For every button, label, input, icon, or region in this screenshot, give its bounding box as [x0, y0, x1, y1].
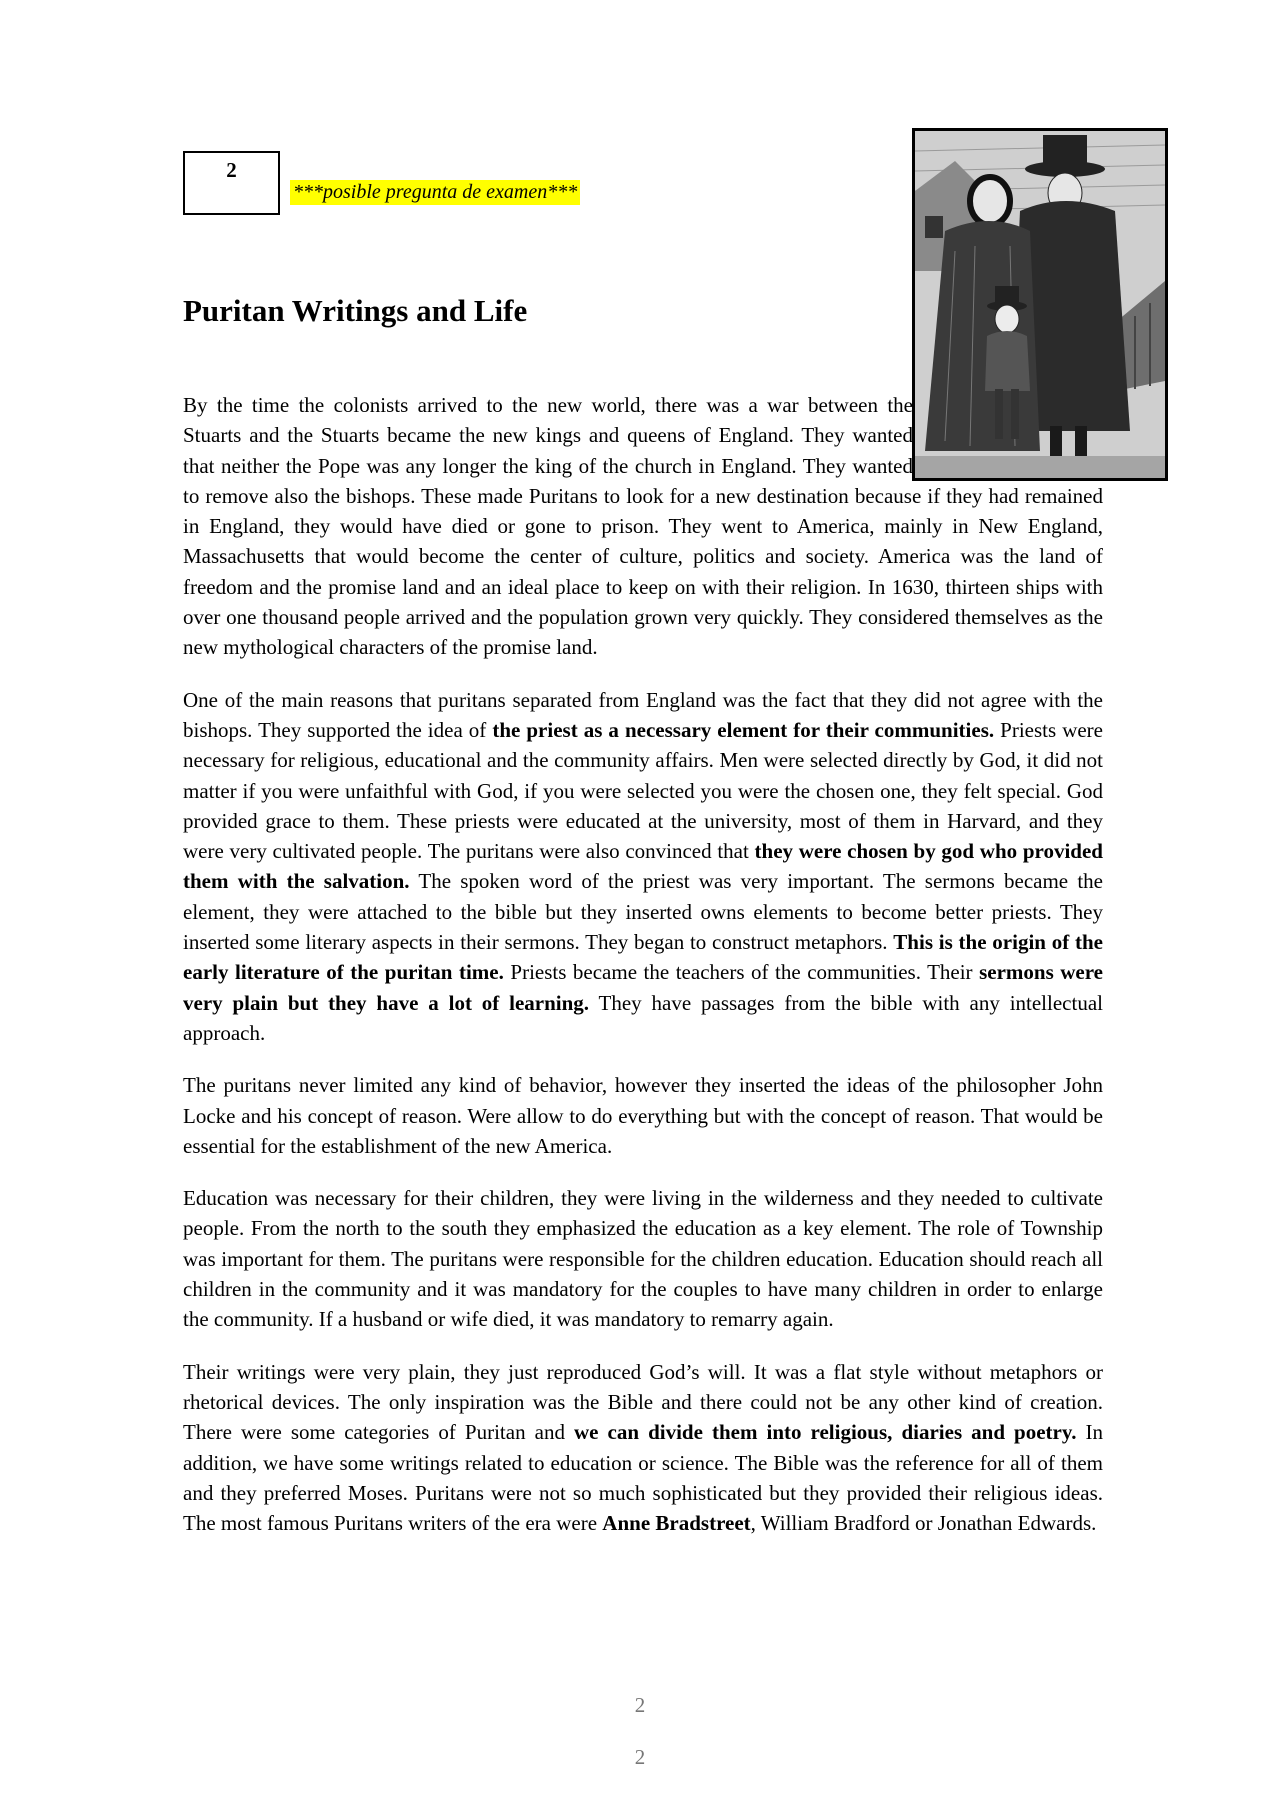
- document-body: [183, 390, 1103, 1560]
- text-run: , William Bradford or Jonathan Edwards.: [750, 1511, 1097, 1536]
- bold-text-run: This is the origin of the early literature of the puritan time.: [183, 930, 1103, 985]
- bold-text-run: we can divide them into religious, diaries and poetry.: [574, 1420, 1077, 1445]
- text-run: In addition, we have some writings related to education or science. The Bible was the reference for all of them and they preferred Moses. Puritans were not so much sophisticated but they provided their religious ideas. The most famous Puritans writers of the era were: [183, 1420, 1104, 1536]
- text-run: They have passages from the bible with any intellectual approach.: [183, 990, 1103, 1045]
- text-run: Education was necessary for their children, they were living in the wilderness and they needed to cultivate people. From the north to the south they emphasized the education as a key element. The role of Township was important for them. The puritans were responsible for the children education. Education should reach all children in the community and it was mandatory for the couples to have many children in order to enlarge the community. If a husband or wife died, it was mandatory to remarry again.: [183, 1186, 1103, 1332]
- bold-text-run: they were chosen by god who provided them with the salvation.: [183, 839, 1103, 894]
- text-run: One of the main reasons that puritans separated from England was the fact that they did not agree with the bishops. They supported the idea of: [183, 687, 1103, 742]
- page-number-box: 2: [183, 151, 280, 215]
- text-run: The spoken word of the priest was very important. The sermons became the element, they were attached to the bible but they inserted owns elements to become better priests. They inserted some literary aspects in their sermons. They began to construct metaphors.: [183, 869, 1103, 955]
- text-run: Priests were necessary for religious, educational and the community affairs. Men were selected directly by God, it did not matter if you were unfaithful with God, if you were selected you were the chosen one, they felt special. God provided grace to them. These priests were educated at the university, most of them in Harvard, and they were very cultivated people. The puritans were also convinced that: [183, 717, 1103, 864]
- footer-page-number: 2: [634, 1693, 646, 1717]
- bold-text-run: the priest as a necessary element for their communities.: [492, 717, 995, 742]
- paragraph: [183, 1070, 1103, 1161]
- text-run: The puritans never limited any kind of behavior, however they inserted the ideas of the philosopher John Locke and his concept of reason. Were allow to do everything but with the concept of reason. That would be essential for the establishment of the new America.: [183, 1073, 1103, 1158]
- text-run: Their writings were very plain, they just reproduced God’s will. It was a flat style without metaphors or rhetorical devices. The only inspiration was the Bible and there could not be any other kind of creation. There were some categories of Puritan and: [183, 1359, 1103, 1445]
- text-run: By the time the colonists arrived to the new world, there was a war between the Stuarts and the Stuarts became the new kings and queens of England. They wanted that neither the Pope was any longer the king of the church in England. They wanted to remove also the bishops. These made Puritans to look for a new destination because if they had remained in England, they would have died or gone to prison. They went to America, mainly in New England, Massachusetts that would become the center of culture, politics and society. America was the land of freedom and the promise land and an ideal place to keep on with their religion. In 1630, thirteen ships with over one thousand people arrived and the population grown very quickly. They considered themselves as the new mythological characters of the promise land.: [183, 393, 1103, 660]
- image-wrap-spacer: [913, 382, 1103, 474]
- paragraph: [183, 685, 1103, 1049]
- text-run: Priests became the teachers of the communities. Their: [503, 960, 980, 985]
- bold-text-run: Anne Bradstreet: [602, 1511, 751, 1536]
- exam-note-highlight: ***posible pregunta de examen***: [290, 180, 580, 205]
- bold-text-run: sermons were very plain but they have a lot of learning.: [183, 960, 1104, 1015]
- paragraph: [183, 1357, 1103, 1539]
- document-title: Puritan Writings and Life: [183, 293, 528, 328]
- paragraph: [183, 1183, 1103, 1334]
- footer-page-number-secondary: 2: [634, 1745, 646, 1769]
